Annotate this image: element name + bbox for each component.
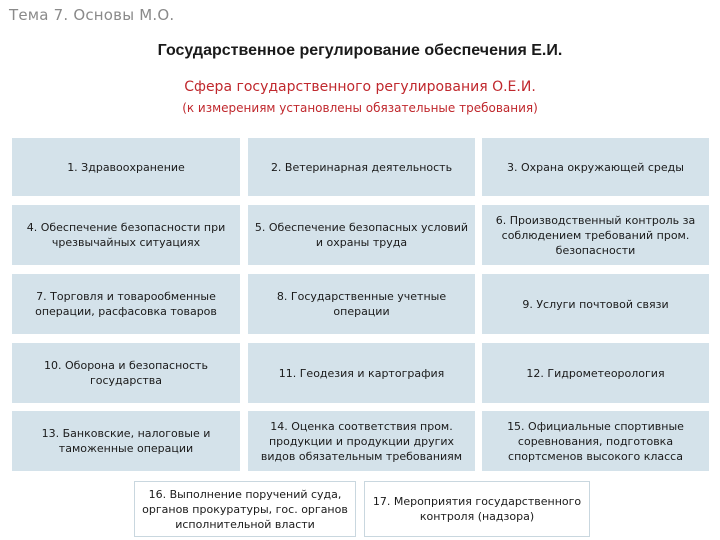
section-subtitle: Сфера государственного регулирования О.Е.И.	[184, 79, 536, 95]
area-cell-8: 8. Государственные учетные операции	[248, 274, 475, 334]
area-cell-5: 5. Обеспечение безопасных условий и охраны труда	[248, 205, 475, 265]
area-cell-11: 11. Геодезия и картография	[248, 343, 475, 403]
area-cell-4: 4. Обеспечение безопасности при чрезвычайных ситуациях	[12, 205, 240, 265]
section-note: (к измерениям установлены обязательные требования)	[182, 101, 538, 115]
area-cell-17: 17. Мероприятия государственного контроля (надзора)	[364, 481, 590, 537]
area-cell-15: 15. Официальные спортивные соревнования, подготовка спортсменов высокого класса	[482, 411, 709, 471]
area-cell-14: 14. Оценка соответствия пром. продукции и продукции других видов обязательным требованиям	[248, 411, 475, 471]
area-cell-13: 13. Банковские, налоговые и таможенные операции	[12, 411, 240, 471]
area-cell-12: 12. Гидрометеорология	[482, 343, 709, 403]
area-cell-1: 1. Здравоохранение	[12, 138, 240, 196]
area-cell-3: 3. Охрана окружающей среды	[482, 138, 709, 196]
area-cell-16: 16. Выполнение поручений суда, органов прокуратуры, гос. органов исполнительной власти	[134, 481, 356, 537]
area-cell-6: 6. Производственный контроль за соблюдением требований пром. безопасности	[482, 205, 709, 265]
area-cell-2: 2. Ветеринарная деятельность	[248, 138, 475, 196]
page-title: Государственное регулирование обеспечения Е.И.	[157, 42, 563, 59]
area-cell-7: 7. Торговля и товарообменные операции, расфасовка товаров	[12, 274, 240, 334]
topic-label: Тема 7. Основы М.О.	[9, 6, 175, 24]
area-cell-10: 10. Оборона и безопасность государства	[12, 343, 240, 403]
area-cell-9: 9. Услуги почтовой связи	[482, 274, 709, 334]
